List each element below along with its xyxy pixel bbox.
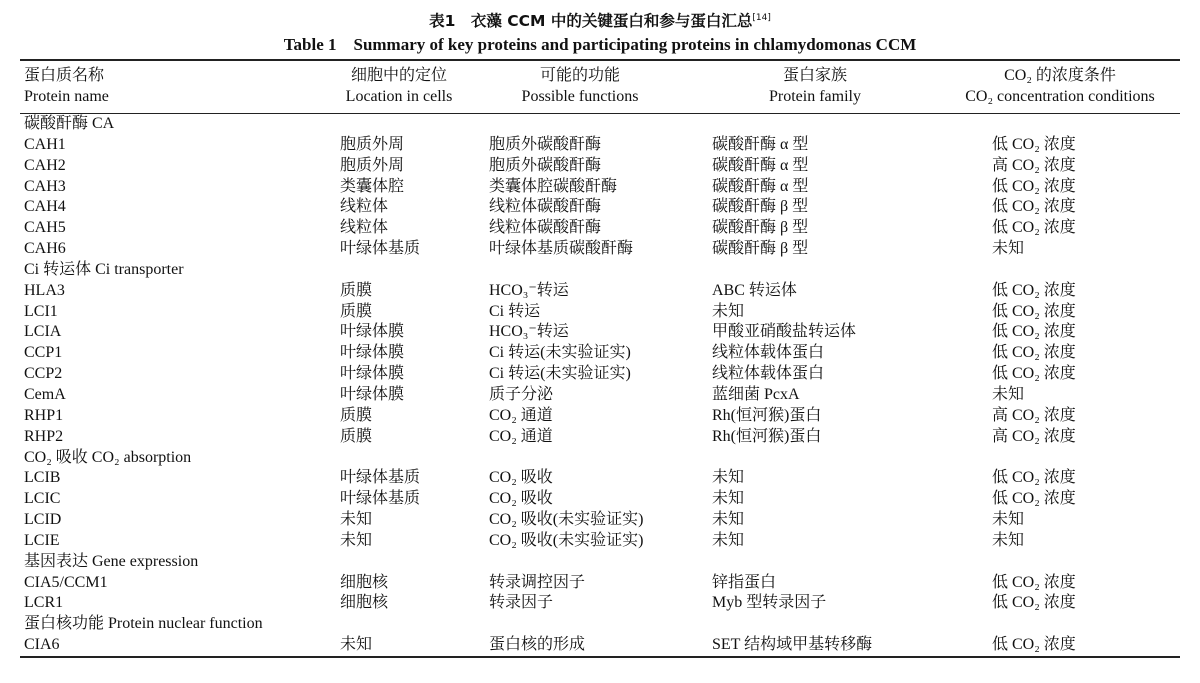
group-heading: 碳酸酐酶 CA bbox=[24, 115, 115, 132]
co2-condition-cell: 低 CO₂ 浓度 bbox=[992, 469, 1076, 487]
location-cell: 线粒体 bbox=[340, 219, 389, 237]
header-protein-name bbox=[24, 65, 109, 107]
reference-marker: [14] bbox=[752, 13, 771, 23]
location-cell: 细胞核 bbox=[340, 573, 389, 591]
table-row bbox=[0, 510, 1200, 531]
co2-condition-cell: 高 CO₂ 浓度 bbox=[992, 427, 1076, 445]
protein-name-cell: RHP1 bbox=[24, 406, 64, 424]
family-cell: Rh(恒河猴)蛋白 bbox=[712, 427, 822, 445]
table-row bbox=[0, 593, 1200, 614]
table-title-cn-text: 表1 衣藻 CCM 中的关键蛋白和参与蛋白汇总 bbox=[429, 12, 753, 30]
co2-condition-cell: 低 CO₂ 浓度 bbox=[992, 302, 1076, 320]
protein-name-cell: CIA5/CCM1 bbox=[24, 573, 108, 591]
location-cell: 线粒体 bbox=[340, 198, 389, 216]
function-cell: Ci 转运 bbox=[489, 302, 541, 320]
table-row bbox=[0, 302, 1200, 323]
function-cell: HCO₃⁻转运 bbox=[489, 323, 569, 341]
co2-condition-cell: 未知 bbox=[992, 531, 1025, 549]
table-row bbox=[0, 468, 1200, 489]
family-cell: 未知 bbox=[712, 490, 745, 508]
co2-condition-cell: 未知 bbox=[992, 511, 1025, 529]
function-cell: 类囊体腔碳酸酐酶 bbox=[489, 177, 618, 195]
family-cell: 碳酸酐酶 α 型 bbox=[712, 177, 809, 195]
table-caption bbox=[0, 0, 1200, 59]
header-en: Protein family bbox=[769, 88, 861, 105]
co2-condition-cell: 高 CO₂ 浓度 bbox=[992, 406, 1076, 424]
header-cn: 细胞中的定位 bbox=[350, 67, 447, 84]
co2-condition-cell: 低 CO₂ 浓度 bbox=[992, 573, 1076, 591]
function-cell: CO₂ 吸收(未实验证实) bbox=[489, 531, 644, 549]
protein-name-cell: LCIC bbox=[24, 490, 61, 508]
table-row bbox=[0, 156, 1200, 177]
family-cell: 线粒体载体蛋白 bbox=[712, 365, 825, 383]
group-heading-row bbox=[0, 552, 1200, 573]
function-cell: CO₂ 通道 bbox=[489, 406, 553, 424]
header-en: CO₂ concentration conditions bbox=[965, 88, 1155, 105]
family-cell: Myb 型转录因子 bbox=[712, 594, 827, 612]
table-row bbox=[0, 135, 1200, 156]
co2-condition-cell: 未知 bbox=[992, 385, 1025, 403]
table-row bbox=[0, 343, 1200, 364]
location-cell: 质膜 bbox=[340, 406, 373, 424]
table-title-english: Table 1 Summary of key proteins and participating proteins in chlamydomonas CCM bbox=[283, 35, 917, 54]
function-cell: Ci 转运(未实验证实) bbox=[489, 365, 631, 383]
table-row bbox=[0, 239, 1200, 260]
co2-condition-cell: 低 CO₂ 浓度 bbox=[992, 636, 1076, 654]
family-cell: 碳酸酐酶 β 型 bbox=[712, 240, 809, 258]
location-cell: 叶绿体基质 bbox=[340, 240, 421, 258]
protein-name-cell: CAH2 bbox=[24, 156, 66, 174]
location-cell: 质膜 bbox=[340, 427, 373, 445]
location-cell: 叶绿体膜 bbox=[340, 323, 405, 341]
function-cell: Ci 转运(未实验证实) bbox=[489, 344, 631, 362]
family-cell: 甲酸亚硝酸盐转运体 bbox=[712, 323, 857, 341]
table-row bbox=[0, 364, 1200, 385]
co2-condition-cell: 高 CO₂ 浓度 bbox=[992, 156, 1076, 174]
table-body bbox=[0, 114, 1200, 656]
header-cn: 可能的功能 bbox=[539, 67, 620, 84]
protein-name-cell: CAH1 bbox=[24, 135, 66, 153]
co2-condition-cell: 低 CO₂ 浓度 bbox=[992, 198, 1076, 216]
function-cell: CO₂ 吸收(未实验证实) bbox=[489, 511, 644, 529]
table-title-chinese bbox=[0, 0, 1200, 29]
protein-name-cell: CCP1 bbox=[24, 344, 63, 362]
family-cell: 未知 bbox=[712, 469, 745, 487]
family-cell: ABC 转运体 bbox=[712, 281, 797, 299]
header-family bbox=[740, 65, 890, 107]
table-row bbox=[0, 531, 1200, 552]
family-cell: SET 结构域甲基转移酶 bbox=[712, 636, 873, 654]
protein-name-cell: LCIE bbox=[24, 531, 60, 549]
table-bottom-rule bbox=[20, 656, 1180, 658]
protein-name-cell: LCIB bbox=[24, 469, 61, 487]
co2-condition-cell: 低 CO₂ 浓度 bbox=[992, 219, 1076, 237]
function-cell: 胞质外碳酸酐酶 bbox=[489, 135, 602, 153]
location-cell: 叶绿体膜 bbox=[340, 365, 405, 383]
location-cell: 质膜 bbox=[340, 302, 373, 320]
location-cell: 类囊体腔 bbox=[340, 177, 405, 195]
family-cell: 线粒体载体蛋白 bbox=[712, 344, 825, 362]
location-cell: 叶绿体基质 bbox=[340, 469, 421, 487]
location-cell: 未知 bbox=[340, 511, 373, 529]
table-row bbox=[0, 281, 1200, 302]
function-cell: CO₂ 通道 bbox=[489, 427, 553, 445]
protein-name-cell: LCI1 bbox=[24, 302, 58, 320]
co2-condition-cell: 低 CO₂ 浓度 bbox=[992, 323, 1076, 341]
family-cell: 未知 bbox=[712, 511, 745, 529]
protein-name-cell: CAH6 bbox=[24, 240, 66, 258]
location-cell: 细胞核 bbox=[340, 594, 389, 612]
table-row bbox=[0, 427, 1200, 448]
group-heading-row bbox=[0, 614, 1200, 635]
header-location bbox=[336, 65, 462, 107]
function-cell: 线粒体碳酸酐酶 bbox=[489, 198, 602, 216]
location-cell: 未知 bbox=[340, 531, 373, 549]
protein-name-cell: CAH3 bbox=[24, 177, 66, 195]
table-row bbox=[0, 489, 1200, 510]
table-row bbox=[0, 406, 1200, 427]
header-cn: CO₂ 的浓度条件 bbox=[1004, 67, 1116, 84]
function-cell: HCO₃⁻转运 bbox=[489, 281, 569, 299]
location-cell: 胞质外周 bbox=[340, 135, 405, 153]
location-cell: 未知 bbox=[340, 636, 373, 654]
group-heading-row bbox=[0, 448, 1200, 469]
table-row bbox=[0, 177, 1200, 198]
family-cell: 碳酸酐酶 β 型 bbox=[712, 198, 809, 216]
family-cell: 未知 bbox=[712, 302, 745, 320]
group-heading-row bbox=[0, 260, 1200, 281]
header-function bbox=[500, 65, 660, 107]
group-heading: Ci 转运体 Ci transporter bbox=[24, 260, 184, 278]
header-en: Location in cells bbox=[345, 88, 453, 105]
protein-name-cell: CAH4 bbox=[24, 198, 66, 216]
co2-condition-cell: 低 CO₂ 浓度 bbox=[992, 365, 1076, 383]
protein-name-cell: CIA6 bbox=[24, 636, 60, 654]
function-cell: 线粒体碳酸酐酶 bbox=[489, 219, 602, 237]
family-cell: 碳酸酐酶 β 型 bbox=[712, 219, 809, 237]
family-cell: 锌指蛋白 bbox=[712, 573, 777, 591]
protein-name-cell: LCID bbox=[24, 511, 62, 529]
location-cell: 质膜 bbox=[340, 281, 373, 299]
protein-name-cell: RHP2 bbox=[24, 427, 64, 445]
header-en: Possible functions bbox=[521, 88, 639, 105]
co2-condition-cell: 未知 bbox=[992, 240, 1025, 258]
location-cell: 叶绿体膜 bbox=[340, 344, 405, 362]
protein-name-cell: CAH5 bbox=[24, 219, 66, 237]
family-cell: 未知 bbox=[712, 531, 745, 549]
function-cell: 蛋白核的形成 bbox=[489, 636, 586, 654]
header-en: Protein name bbox=[24, 88, 109, 105]
family-cell: 碳酸酐酶 α 型 bbox=[712, 156, 809, 174]
table-header bbox=[0, 61, 1200, 113]
header-co2-conditions bbox=[945, 65, 1175, 107]
co2-condition-cell: 低 CO₂ 浓度 bbox=[992, 135, 1076, 153]
function-cell: 转录调控因子 bbox=[489, 573, 586, 591]
location-cell: 叶绿体基质 bbox=[340, 490, 421, 508]
protein-name-cell: LCR1 bbox=[24, 594, 64, 612]
co2-condition-cell: 低 CO₂ 浓度 bbox=[992, 490, 1076, 508]
function-cell: 胞质外碳酸酐酶 bbox=[489, 156, 602, 174]
family-cell: Rh(恒河猴)蛋白 bbox=[712, 406, 822, 424]
protein-name-cell: CemA bbox=[24, 385, 66, 403]
table-row bbox=[0, 573, 1200, 594]
function-cell: 转录因子 bbox=[489, 594, 554, 612]
group-heading-row bbox=[0, 114, 1200, 135]
group-heading: CO₂ 吸收 CO₂ absorption bbox=[24, 448, 192, 466]
header-cn: 蛋白质名称 bbox=[24, 67, 105, 84]
protein-name-cell: HLA3 bbox=[24, 281, 65, 299]
table-row bbox=[0, 197, 1200, 218]
group-heading: 基因表达 Gene expression bbox=[24, 552, 199, 570]
location-cell: 胞质外周 bbox=[340, 156, 405, 174]
table-row bbox=[0, 635, 1200, 656]
table-row bbox=[0, 385, 1200, 406]
co2-condition-cell: 低 CO₂ 浓度 bbox=[992, 344, 1076, 362]
table-row bbox=[0, 218, 1200, 239]
co2-condition-cell: 低 CO₂ 浓度 bbox=[992, 281, 1076, 299]
function-cell: CO₂ 吸收 bbox=[489, 490, 553, 508]
family-cell: 蓝细菌 PcxA bbox=[712, 385, 800, 403]
function-cell: CO₂ 吸收 bbox=[489, 469, 553, 487]
protein-name-cell: CCP2 bbox=[24, 365, 63, 383]
function-cell: 质子分泌 bbox=[489, 385, 554, 403]
function-cell: 叶绿体基质碳酸酐酶 bbox=[489, 240, 634, 258]
location-cell: 叶绿体膜 bbox=[340, 385, 405, 403]
family-cell: 碳酸酐酶 α 型 bbox=[712, 135, 809, 153]
group-heading: 蛋白核功能 Protein nuclear function bbox=[24, 615, 263, 633]
co2-condition-cell: 低 CO₂ 浓度 bbox=[992, 594, 1076, 612]
table-row bbox=[0, 322, 1200, 343]
co2-condition-cell: 低 CO₂ 浓度 bbox=[992, 177, 1076, 195]
header-cn: 蛋白家族 bbox=[782, 67, 847, 84]
protein-name-cell: LCIA bbox=[24, 323, 62, 341]
